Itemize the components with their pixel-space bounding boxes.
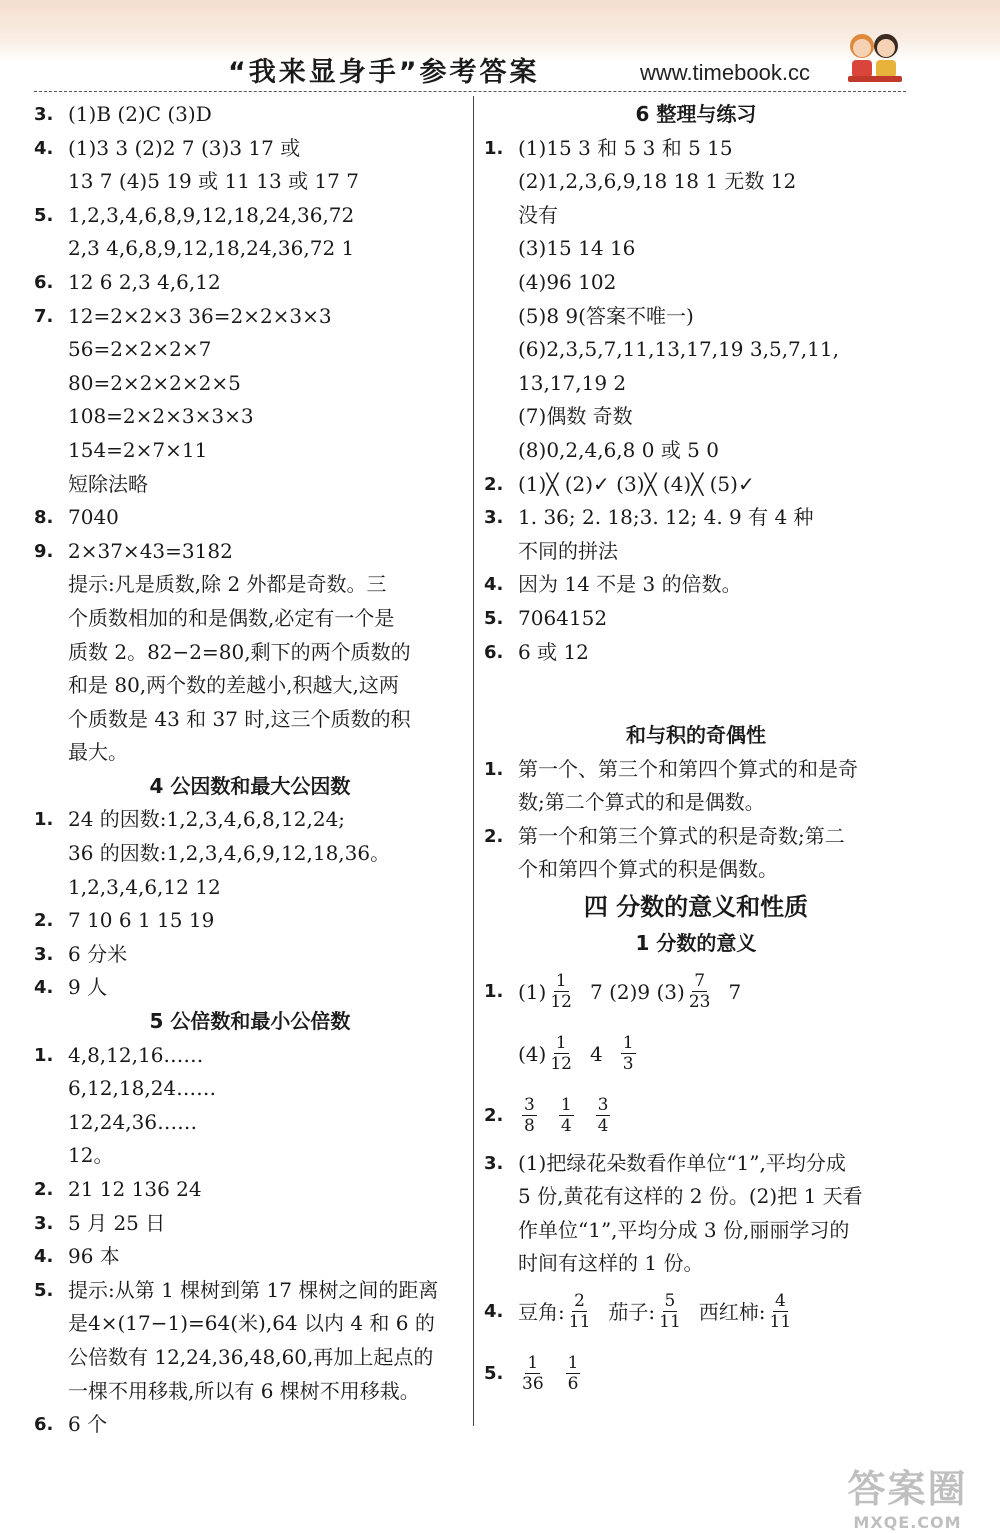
answer-line: 个和第四个算式的积是偶数。: [518, 857, 778, 882]
fraction: $\frac{5}{11}$: [659, 1291, 681, 1333]
mascot-icon: [840, 28, 910, 88]
fraction: $\frac{3}{4}$: [597, 1094, 609, 1136]
left-column: [34, 98, 466, 1442]
answer-line: 2. 7 10 6 1 15 19: [34, 908, 215, 933]
section-heading: 1 分数的意义: [635, 931, 757, 956]
answer-line: (8)0,2,4,6,8 0 或 5 0: [518, 437, 719, 462]
answer-line: 3. 5 月 25 日: [34, 1210, 166, 1235]
fraction: $\frac{7}{23}$: [688, 970, 711, 1012]
fraction: $\frac{3}{8}$: [524, 1094, 535, 1136]
answer-line: (4) $\frac{1}{12}$ 4 $\frac{1}{3}$: [518, 1032, 634, 1074]
answer-line: 1. 第一个、第三个和第四个算式的和是奇: [484, 756, 858, 781]
header-divider: [34, 91, 906, 92]
watermark: 答案圈 MXQE.COM: [847, 1467, 968, 1532]
page-title: “我来显身手”参考答案: [228, 57, 540, 88]
answer-line: 6,12,18,24……: [68, 1076, 217, 1101]
answer-line: 6. 12 6 2,3 4,6,12: [34, 269, 221, 294]
spacer: [484, 669, 908, 719]
section-heading: 6 整理与练习: [635, 102, 757, 126]
section-heading: 4 公因数和最大公因数: [149, 773, 351, 798]
answer-line: 5. 7064152: [484, 605, 608, 630]
fraction: $\frac{1}{6}$: [567, 1353, 579, 1395]
answer-line: (7)偶数 奇数: [518, 404, 633, 429]
answer-line: 1. 24 的因数:1,2,3,4,6,8,12,24;: [34, 807, 346, 832]
answer-line: 108=2×2×3×3×3: [68, 404, 254, 429]
answer-line: 5. $\frac{1}{36}$ $\frac{1}{6}$: [484, 1353, 579, 1395]
answer-line: 1. 4,8,12,16……: [34, 1042, 204, 1067]
answer-line: 不同的拼法: [518, 538, 618, 563]
section-heading: 5 公倍数和最小公倍数: [149, 1009, 351, 1034]
answer-line: 一棵不用移栽,所以有 6 棵树不用移栽。: [68, 1378, 420, 1403]
answer-line: 个质数是 43 和 37 时,这三个质数的积: [68, 706, 411, 731]
fraction: $\frac{1}{12}$: [550, 1032, 572, 1074]
fraction: $\frac{1}{4}$: [560, 1094, 572, 1136]
answer-line: 3. 1. 36; 2. 18;3. 12; 4. 9 有 4 种: [484, 505, 814, 530]
answer-line: 5. 提示:从第 1 棵树到第 17 棵树之间的距离: [34, 1277, 439, 1302]
answer-line: (2)1,2,3,6,9,18 18 1 无数 12: [518, 169, 797, 194]
answer-line: 个质数相加的和是偶数,必定有一个是: [68, 605, 395, 630]
answer-line: 3. (1)把绿花朵数看作单位“1”,平均分成: [484, 1150, 846, 1175]
answer-line: 是4×(17−1)=64(米),64 以内 4 和 6 的: [68, 1311, 435, 1336]
answer-line: 和是 80,两个数的差越小,积越大,这两: [68, 673, 399, 698]
answer-line: 6. 6 或 12: [484, 639, 589, 664]
answer-line: 9. 2×37×43=3182: [34, 538, 233, 563]
answer-line: 3. (1)B (2)C (3)D: [34, 102, 212, 126]
answer-line: 154=2×7×11: [68, 437, 208, 462]
answer-line: 13,17,19 2: [518, 370, 627, 395]
fraction: $\frac{4}{11}$: [769, 1291, 792, 1333]
answer-line: 2. (1)╳ (2)✓ (3)╳ (4)╳ (5)✓: [484, 471, 755, 496]
answer-line: 6. 6 个: [34, 1412, 108, 1437]
answer-line: 提示:凡是质数,除 2 外都是奇数。三: [68, 572, 387, 597]
answer-line: 4. 因为 14 不是 3 的倍数。: [484, 572, 742, 597]
header-url: www.timebook.cc: [640, 60, 810, 85]
answer-line: 2,3 4,6,8,9,12,18,24,36,72 1: [68, 236, 355, 261]
answer-line: (5)8 9(答案不唯一): [518, 303, 694, 328]
answer-line: 质数 2。82−2=80,剩下的两个质数的: [68, 639, 411, 664]
column-divider: [473, 96, 474, 1426]
answer-line: 没有: [518, 202, 558, 227]
answer-line: 1. (1)15 3 和 5 3 和 5 15: [484, 135, 733, 160]
chapter-heading: 四 分数的意义和性质: [583, 893, 809, 922]
answer-line: 短除法略: [68, 471, 148, 496]
answer-line: 2. 21 12 136 24: [34, 1177, 202, 1201]
answer-line: 12,24,36……: [68, 1109, 198, 1134]
answer-line: 56=2×2×2×7: [68, 337, 212, 362]
answer-line: 作单位“1”,平均分成 3 份,丽丽学习的: [518, 1217, 850, 1242]
answer-line: 7. 12=2×2×3 36=2×2×3×3: [34, 303, 332, 328]
answer-line: 时间有这样的 1 份。: [518, 1251, 704, 1276]
answer-line: 12。: [68, 1143, 114, 1168]
fraction: $\frac{1}{3}$: [622, 1032, 634, 1074]
fraction: $\frac{1}{12}$: [550, 970, 572, 1012]
answer-line: (6)2,3,5,7,11,13,17,19 3,5,7,11,: [518, 337, 839, 362]
answer-line: 4. (1)3 3 (2)2 7 (3)3 17 或: [34, 135, 301, 160]
answer-line: 8. 7040: [34, 505, 119, 530]
answer-line: (3)15 14 16: [518, 236, 636, 261]
answer-line: 4. 9 人: [34, 975, 108, 1000]
answer-line: 1. (1) $\frac{1}{12}$ 7 (2)9 (3) $\frac{7}{23}$ 7: [484, 970, 742, 1012]
answer-line: 公倍数有 12,24,36,48,60,再加上起点的: [68, 1344, 434, 1369]
answer-line: 5. 1,2,3,4,6,8,9,12,18,24,36,72: [34, 202, 355, 227]
answer-line: 13 7 (4)5 19 或 11 13 或 17 7: [68, 169, 359, 194]
right-column: [484, 98, 908, 1405]
fraction: $\frac{2}{11}$: [568, 1291, 591, 1333]
answer-line: 最大。: [68, 740, 128, 765]
answer-line: 2. $\frac{3}{8}$ $\frac{1}{4}$ $\frac{3}{4}$: [484, 1094, 609, 1136]
answer-line: (4)96 102: [518, 269, 617, 294]
fraction: $\frac{1}{36}$: [522, 1353, 544, 1395]
answer-line: 4. 96 本: [34, 1244, 120, 1269]
answer-line: 数;第二个算式的和是偶数。: [518, 790, 765, 815]
answer-line: 2. 第一个和第三个算式的积是奇数;第二: [484, 823, 845, 848]
answer-line: 36 的因数:1,2,3,4,6,9,12,18,36。: [68, 841, 391, 866]
answer-line: 1,2,3,4,6,12 12: [68, 874, 221, 899]
answer-line: 5 份,黄花有这样的 2 份。(2)把 1 天看: [518, 1184, 863, 1209]
answer-line: 80=2×2×2×2×5: [68, 370, 241, 395]
answer-line: 3. 6 分米: [34, 941, 128, 966]
answer-line: 4. 豆角: $\frac{2}{11}$ 茄子: $\frac{5}{11}$ 西红柿: $\frac{4}{11}$: [484, 1291, 792, 1333]
section-heading: 和与积的奇偶性: [626, 723, 766, 748]
